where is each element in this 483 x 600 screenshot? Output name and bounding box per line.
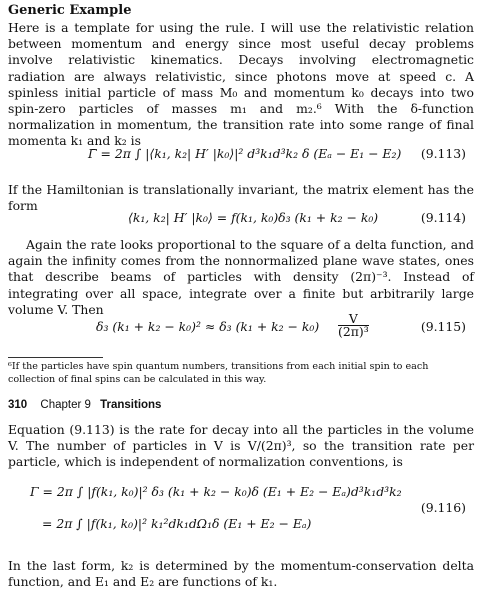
paragraph-delta [8, 237, 474, 318]
page-header [8, 399, 161, 411]
equation-9-115 [8, 313, 474, 347]
paragraph-text: In the last form, k₂ is determined by the momentum-conservation delta function, and E₁ and E₂ are functions of k₁. [8, 558, 474, 590]
fraction-numerator: V [348, 311, 358, 326]
equation-body: δ₃ (k₁ + k₂ − k₀)² ≈ δ₃ (k₁ + k₂ − k₀) [96, 319, 320, 334]
equation-9-116 [8, 484, 474, 542]
equation-number: (9.116) [420, 500, 466, 515]
equation-line-1: Γ = 2π ∫ |f(k₁, k₀)|² δ₃ (k₁ + k₂ − k₀)δ (E₁ + E₂ − Eₐ)d³k₁d³k₂ [30, 484, 402, 499]
paragraph-rate [8, 422, 474, 471]
paragraph-text: If the Hamiltonian is translationally invariant, the matrix element has the form [8, 182, 474, 214]
paragraph-text: Equation (9.113) is the rate for decay into all the particles in the volume V. The number of particles in V is V/(2π)³, so the transition rate per particle, which is independent of normalization conventions, is [8, 422, 474, 470]
equation-fraction [338, 313, 369, 338]
equation-body: Γ̄ = 2π ∫ |⟨k₁, k₂| H′ |k₀⟩|² d³k₁d³k₂ δ (Eₐ − E₁ − E₂) [88, 146, 402, 161]
footnote-rule [8, 357, 103, 358]
equation-number: (9.114) [420, 210, 466, 225]
fraction-denominator: (2π)³ [338, 324, 369, 339]
paragraph-text: Here is a template for using the rule. I will use the relativistic relation between momentum and energy since most useful decay problems involve relativistic kinematics. Decays involving electromagnetic radiation are always relativistic, since photons move at speed c. A spinless initial particle of mass M₀ and momentum k₀ decays into two spin-zero particles of masses m₁ and m₂.⁶ With the δ-function normalization in momentum, the transition rate into some range of final momenta k₁ and k₂ is [8, 20, 474, 149]
page-number: 310 [8, 399, 28, 411]
footnote: ⁶If the particles have spin quantum numbers, transitions from each initial spin to each collection of final spins can be calculated in this way. [8, 361, 429, 385]
equation-number: (9.113) [420, 146, 466, 161]
paragraph-intro [8, 20, 474, 150]
chapter-label: Chapter 9 [40, 399, 91, 411]
equation-9-113 [8, 146, 474, 168]
paragraph-text: Again the rate looks proportional to the square of a delta function, and again the infinity comes from the nonnormalized plane wave states, ones that describe beams of particles with density (2π)⁻³. Instead of integrating over all space, integrate over a finite but arbitrarily large volume V. Then [8, 237, 474, 317]
section-heading: Generic Example [8, 3, 132, 18]
equation-line-2: = 2π ∫ |f(k₁, k₀)|² k₁²dk₁dΩ₁δ (E₁ + E₂ − Eₐ) [42, 516, 312, 531]
equation-9-114 [8, 210, 474, 232]
equation-body: ⟨k₁, k₂| H′ |k₀⟩ = f(k₁, k₀)δ₃ (k₁ + k₂ − k₀) [128, 210, 379, 225]
chapter-title: Transitions [100, 399, 162, 411]
equation-number: (9.115) [420, 319, 466, 334]
paragraph-final [8, 558, 474, 590]
